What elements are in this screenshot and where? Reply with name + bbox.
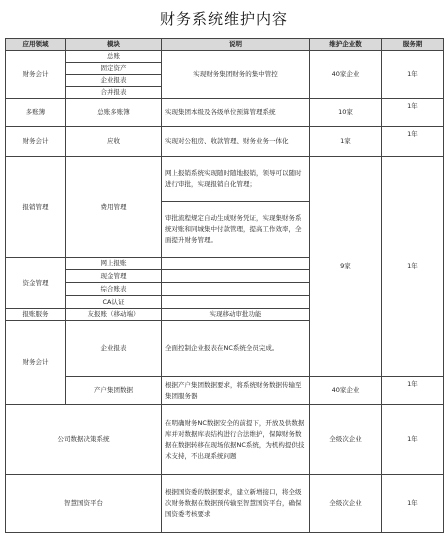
- cell-count: 全级次企业: [310, 405, 382, 475]
- table-row: [6, 51, 444, 63]
- cell-description: 根据国资委的数据要求，建立新增接口，将全级次财务数据在数据预传输至智慧国资平台，确保国资委考核要求: [162, 475, 310, 533]
- cell-count: 1家: [310, 127, 382, 157]
- cell-description: [162, 283, 310, 296]
- cell-area: 资金管理: [6, 258, 66, 309]
- header-module: 模块: [66, 39, 162, 51]
- table-header-row: [6, 39, 444, 51]
- cell-area: 财务会计: [6, 127, 66, 157]
- cell-description: 审批流程规定自动生成财务凭证，实现集财务系统对账和同城集中付款管理，提高工作效率，全面提升财务管理。: [162, 202, 310, 258]
- cell-area: 多账簿: [6, 99, 66, 127]
- cell-description: [162, 296, 310, 309]
- cell-module: 现金管理: [66, 270, 162, 283]
- header-count: 维护企业数: [310, 39, 382, 51]
- cell-module: 费用管理: [66, 157, 162, 258]
- cell-module: 合并报表: [66, 87, 162, 99]
- cell-module: 企业报表: [66, 75, 162, 87]
- cell-count: 9家: [310, 157, 382, 377]
- cell-module: 总账: [66, 51, 162, 63]
- cell-description: 实现财务集团财务的集中管控: [162, 51, 310, 99]
- cell-area: 报账服务: [6, 309, 66, 321]
- header-area: 应用领域: [6, 39, 66, 51]
- cell-area: 报销管理: [6, 157, 66, 258]
- cell-period: 1年: [382, 51, 444, 99]
- cell-description: 网上报销系统实现随时随地报销，领导可以随时进行审批，实现报销自化管理；: [162, 157, 310, 202]
- cell-module: 总账多账簿: [66, 99, 162, 127]
- table-row: [6, 99, 444, 127]
- cell-area: 财务会计: [6, 51, 66, 99]
- cell-module: 智慧国资平台: [6, 475, 162, 533]
- header-period: 服务期: [382, 39, 444, 51]
- table-row: [6, 157, 444, 202]
- cell-description: [162, 270, 310, 283]
- cell-module: 网上报账: [66, 258, 162, 270]
- cell-period: 1年: [382, 405, 444, 475]
- cell-module: 公司数据决策系统: [6, 405, 162, 475]
- table-row: [6, 475, 444, 533]
- cell-description: 实现对公租房、收款管理、财务业务一体化: [162, 127, 310, 157]
- cell-period: 1年: [382, 99, 444, 127]
- cell-module: 应收: [66, 127, 162, 157]
- cell-module: 综合账表: [66, 283, 162, 296]
- document-title: 财务系统维护内容: [159, 10, 288, 28]
- cell-area: 财务会计: [6, 321, 66, 405]
- cell-description: 实现集团本级及各级单位预算管理系统: [162, 99, 310, 127]
- cell-description: 根据产户集团数据要求，将系统财务数据传输至集团服务器: [162, 377, 310, 405]
- cell-period: 1年: [382, 475, 444, 533]
- cell-count: 10家: [310, 99, 382, 127]
- table-row: [6, 377, 444, 405]
- cell-module: 固定资产: [66, 63, 162, 75]
- table-row: [6, 127, 444, 157]
- cell-description: 在明确财务NC数据安全的前提下，开放及供数据库并对数据库表结构进行合法维护，保障财务数据在数据转移在现场依据NC系统，为机构提供技术支持，不出现系统问题: [162, 405, 310, 475]
- cell-description: 实现移动审批功能: [162, 309, 310, 321]
- cell-module: 产户集团数据: [66, 377, 162, 405]
- cell-count: 40家企业: [310, 377, 382, 405]
- cell-description: [162, 258, 310, 270]
- cell-period: 1年: [382, 377, 444, 405]
- table-row: [6, 405, 444, 475]
- cell-description: 全面控制企业报表在NC系统全员完成。: [162, 321, 310, 377]
- header-description: 说明: [162, 39, 310, 51]
- cell-period: 1年: [382, 157, 444, 377]
- cell-count: 全级次企业: [310, 475, 382, 533]
- cell-count: 40家企业: [310, 51, 382, 99]
- cell-module: CA认证: [66, 296, 162, 309]
- cell-module: 企业报表: [66, 321, 162, 377]
- maintenance-table: [5, 38, 444, 533]
- cell-period: 1年: [382, 127, 444, 157]
- cell-module: 友报账（移动端）: [66, 309, 162, 321]
